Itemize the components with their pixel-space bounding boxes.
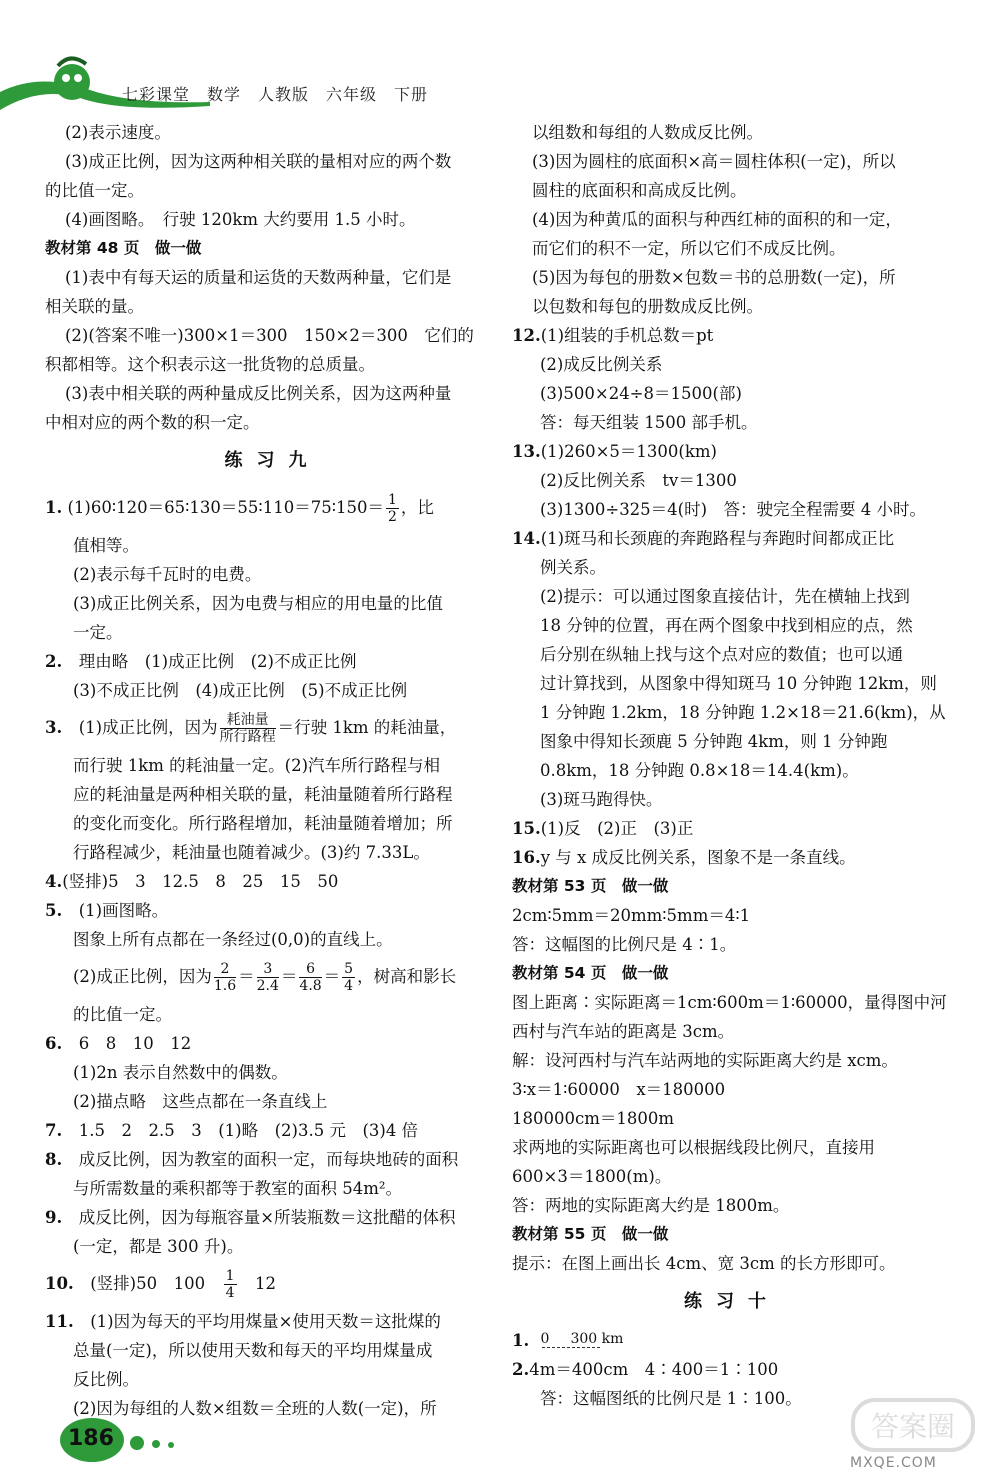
text-line: (2)成反比例关系 <box>540 355 663 374</box>
text-line: 求两地的实际距离也可以根据线段比例尺，直接用 <box>512 1138 875 1157</box>
text-line: 积都相等。这个积表示这一批货物的总质量。 <box>45 355 375 374</box>
text-line: 18 分钟的位置，再在两个图象中找到相应的点，然 <box>540 616 913 635</box>
q1-line: 1. (1)60∶120＝65∶130＝55∶110＝75∶150＝ $\frac{1}{2}$ ，比 <box>45 492 434 525</box>
fraction: $\frac{3}{2.4}$ <box>256 961 279 994</box>
decor-dot <box>130 1436 144 1450</box>
text-line: 而行驶 1km 的耗油量一定。(2)汽车所行路程与相 <box>73 756 441 775</box>
text-line: (2)提示：可以通过图象直接估计，先在横轴上找到 <box>540 587 910 606</box>
section-heading: 教材第 53 页 做一做 <box>512 877 669 895</box>
q4-line: 4.(竖排)5 3 12.5 8 25 15 50 <box>45 872 339 891</box>
text-line: 反比例。 <box>73 1370 139 1389</box>
q5-line: 5. (1)画图略。 <box>45 901 169 920</box>
q11-line: 11. (1)因为每天的平均用煤量×使用天数＝这批煤的 <box>45 1312 441 1331</box>
text-line: 行路程减少，耗油量也随着减少。(3)约 7.33L。 <box>73 843 430 862</box>
q8-line: 8. 成反比例，因为教室的面积一定，而每块地砖的面积 <box>45 1150 459 1169</box>
q15-line: 15.(1)反 (2)正 (3)正 <box>512 819 694 838</box>
text-line: (2)表示速度。 <box>65 123 171 142</box>
text-line: 答：这幅图纸的比例尺是 1∶100。 <box>540 1389 802 1408</box>
q3-line: 3. (1)成正比例，因为 $\frac{\text{耗油量}}{\text{所行路程}}$ ＝行驶 1km 的耗油量， <box>45 712 457 745</box>
text-line: (2)表示每千瓦时的电费。 <box>73 565 262 584</box>
text-line: (一定，都是 300 升)。 <box>73 1237 244 1256</box>
text-line: (2)因为每组的人数×组数＝全班的人数(一定)，所 <box>73 1399 437 1418</box>
q14-line: 14.(1)斑马和长颈鹿的奔跑路程与奔跑时间都成正比 <box>512 529 895 548</box>
q2-line: 2. 理由略 (1)成正比例 (2)不成正比例 <box>45 652 357 671</box>
text-line: 西村与汽车站的距离是 3cm。 <box>512 1022 735 1041</box>
text-line: (4)画图略。 行驶 120km 大约要用 1.5 小时。 <box>65 210 416 229</box>
text-line: (3)因为圆柱的底面积×高＝圆柱体积(一定)，所以 <box>532 152 896 171</box>
text-line: 后分别在纵轴上找与这个点对应的数值；也可以通 <box>540 645 903 664</box>
q10-line: 10. (竖排)50 100 $\frac{1}{4}$ 12 <box>45 1268 277 1301</box>
text-line: 值相等。 <box>73 536 139 555</box>
fraction: $\frac{6}{4.8}$ <box>299 961 322 994</box>
line-scale: 0 300 km <box>540 1330 624 1347</box>
text-line: 而它们的积不一定，所以它们不成反比例。 <box>532 239 846 258</box>
text-line: 600×3＝1800(m)。 <box>512 1167 672 1186</box>
q13-line: 13.(1)260×5＝1300(km) <box>512 442 717 461</box>
text-line: (4)因为种黄瓜的面积与种西红柿的面积的和一定， <box>532 210 902 229</box>
text-line: 图上距离∶实际距离＝1cm∶600m＝1∶60000，量得图中河 <box>512 993 947 1012</box>
text-line: 图象中得知长颈鹿 5 分钟跑 4km，则 1 分钟跑 <box>540 732 888 751</box>
page-number: 186 <box>68 1426 114 1451</box>
exercise-9-title: 练习九 <box>224 450 321 471</box>
text-line: (3)1300÷325＝4(时) 答：驶完全程需要 4 小时。 <box>540 500 927 519</box>
decor-dot <box>152 1440 160 1448</box>
section-heading: 教材第 55 页 做一做 <box>512 1225 669 1243</box>
watermark-site: MXQE.COM <box>850 1455 937 1471</box>
text-line: (2)描点略 这些点都在一条直线上 <box>73 1092 328 1111</box>
text-line: 以包数和每包的册数成反比例。 <box>532 297 763 316</box>
text-line: 以组数和每组的人数成反比例。 <box>532 123 763 142</box>
text-line: 应的耗油量是两种相关联的量，耗油量随着所行路程 <box>73 785 453 804</box>
text-line: 的变化而变化。所行路程增加，耗油量随着增加；所 <box>73 814 453 833</box>
fraction: $\frac{5}{4}$ <box>344 961 354 994</box>
text-line: (3)斑马跑得快。 <box>540 790 663 809</box>
text-line: 与所需数量的乘积都等于教室的面积 54m²。 <box>73 1179 403 1198</box>
left-column <box>45 118 500 1423</box>
text-line: 2cm∶5mm＝20mm∶5mm＝4∶1 <box>512 906 751 925</box>
fraction: $\frac{2}{1.6}$ <box>213 961 237 994</box>
text-line: 3∶x＝1∶60000 x＝180000 <box>512 1080 726 1099</box>
text-line: (1)表中有每天运的质量和运货的天数两种量，它们是 <box>65 268 452 287</box>
e1-line: 1. 0 300 km <box>512 1326 952 1355</box>
text-line: 0.8km，18 分钟跑 0.8×18＝14.4(km)。 <box>540 761 859 780</box>
decor-dot <box>168 1442 174 1448</box>
text-line: (1)2n 表示自然数中的偶数。 <box>73 1063 288 1082</box>
text-line: (3)成正比例，因为这两种相关联的量相对应的两个数 <box>65 152 452 171</box>
text-line: 过计算找到，从图象中得知斑马 10 分钟跑 12km，则 <box>540 674 937 693</box>
fraction: $\frac{\text{耗油量}}{\text{所行路程}}$ <box>219 712 276 745</box>
q16-line: 16.y 与 x 成反比例关系，图象不是一条直线。 <box>512 848 856 867</box>
text-line: (3)不成正比例 (4)成正比例 (5)不成正比例 <box>73 681 408 700</box>
text-line: 一定。 <box>73 623 123 642</box>
text-line: (3)表中相关联的两种量成反比例关系，因为这两种量 <box>65 384 452 403</box>
text-line: 180000cm＝1800m <box>512 1109 675 1128</box>
text-line: 的比值一定。 <box>45 181 144 200</box>
text-line: 提示：在图上画出长 4cm、宽 3cm 的长方形即可。 <box>512 1254 896 1273</box>
text-line: (2)(答案不唯一)300×1＝300 150×2＝300 它们的 <box>65 326 474 345</box>
q12-line: 12.(1)组装的手机总数＝pt <box>512 326 714 345</box>
text-line: 相关联的量。 <box>45 297 144 316</box>
q5-fractions: (2)成正比例，因为 $\frac{2}{1.6}$ ＝ $\frac{3}{2.4}$ ＝ $\frac{6}{4.8}$ ＝ $\frac{5}{4}$ ，树高和影长 <box>73 961 457 994</box>
text-line: 解：设河西村与汽车站两地的实际距离大约是 xcm。 <box>512 1051 898 1070</box>
svg-text:答案圈: 答案圈 <box>870 1410 956 1443</box>
series-title: 七彩课堂 数学 人教版 六年级 下册 <box>122 85 429 104</box>
text-line: (3)成正比例关系，因为电费与相应的用电量的比值 <box>73 594 443 613</box>
text-line: 1 分钟跑 1.2km，18 分钟跑 1.2×18＝21.6(km)，从 <box>540 703 946 722</box>
q9-line: 9. 成反比例，因为每瓶容量×所装瓶数＝这批醋的体积 <box>45 1208 456 1227</box>
text-line: (5)因为每包的册数×包数＝书的总册数(一定)，所 <box>532 268 896 287</box>
text-line: (2)反比例关系 tv＝1300 <box>540 471 737 490</box>
page-header <box>0 52 1000 122</box>
text-line: (3)500×24÷8＝1500(部) <box>540 384 742 403</box>
text-line: 图象上所有点都在一条经过(0,0)的直线上。 <box>73 930 393 949</box>
section-heading: 教材第 48 页 做一做 <box>45 239 202 257</box>
text-line: 例关系。 <box>540 558 606 577</box>
text-line: 答：每天组装 1500 部手机。 <box>540 413 758 432</box>
text-line: 圆柱的底面积和高成反比例。 <box>532 181 747 200</box>
text-line: 总量(一定)，所以使用天数和每天的平均用煤量成 <box>73 1341 433 1360</box>
fraction: $\frac{1}{2}$ <box>388 492 397 525</box>
e2-line: 2.4m＝400cm 4∶400＝1∶100 <box>512 1360 779 1379</box>
section-heading: 教材第 54 页 做一做 <box>512 964 669 982</box>
fraction: $\frac{1}{4}$ <box>225 1268 235 1301</box>
right-column <box>512 118 952 1413</box>
exercise-10-title: 练习十 <box>684 1291 780 1312</box>
text-line: 答：这幅图的比例尺是 4∶1。 <box>512 935 737 954</box>
text-line: 中相对应的两个数的积一定。 <box>45 413 260 432</box>
text-line: 的比值一定。 <box>73 1005 172 1024</box>
q6-line: 6. 6 8 10 12 <box>45 1034 192 1053</box>
text-line: 答：两地的实际距离大约是 1800m。 <box>512 1196 790 1215</box>
q7-line: 7. 1.5 2 2.5 3 (1)略 (2)3.5 元 (3)4 倍 <box>45 1121 419 1140</box>
